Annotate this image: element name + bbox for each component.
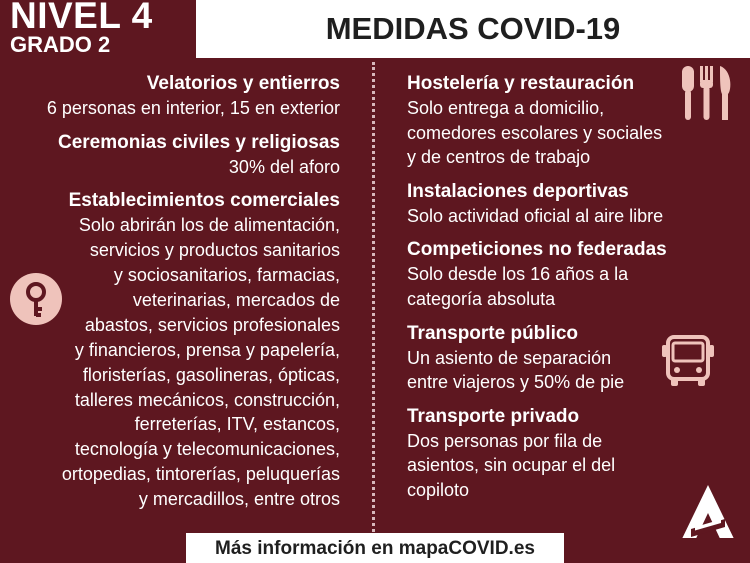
section-heading: Hostelería y restauración [407, 73, 635, 94]
section-line: entre viajeros y 50% de pie [407, 372, 625, 393]
level-label: NIVEL 4 [10, 0, 153, 36]
section-line: ortopedias, tintorerías, peluquerías [61, 464, 340, 485]
section-line: Solo abrirán los de alimentación, [78, 215, 340, 236]
section-line: comedores escolares y sociales [407, 122, 663, 143]
section-comercios [10, 189, 340, 512]
section-line: copiloto [407, 479, 470, 500]
section-line: categoría absoluta [407, 288, 556, 309]
section-line: ferreterías, ITV, estancos, [134, 414, 340, 435]
section-line: servicios y productos sanitarios [89, 240, 340, 261]
section-line: y mercadillos, entre otros [138, 489, 340, 510]
key-icon [9, 272, 63, 326]
section-line: asientos, sin ocupar el del [407, 455, 616, 476]
section-heading: Ceremonias civiles y religiosas [58, 131, 340, 153]
section-line: Solo desde los 16 años a la [407, 264, 629, 285]
cutlery-icon [676, 64, 738, 122]
section-velatorios [10, 72, 340, 121]
section-text: 30% del aforo [228, 156, 340, 177]
section-text: 6 personas en interior, 15 en exterior [46, 98, 340, 118]
section-line: Un asiento de separación [407, 347, 612, 368]
section-heading: Instalaciones deportivas [407, 180, 629, 202]
section-line: talleres mecánicos, construcción, [74, 389, 340, 410]
section-line: abastos, servicios profesionales [84, 314, 340, 335]
right-column [407, 72, 727, 513]
section-line: Solo actividad oficial al aire libre [407, 205, 664, 226]
section-line: y sociosanitarios, farmacias, [113, 265, 340, 285]
section-line: tecnología y telecomunicaciones, [74, 439, 340, 460]
section-line: Dos personas por fila de [407, 430, 603, 451]
column-divider [372, 62, 375, 538]
section-ceremonias [10, 131, 340, 180]
bus-icon [660, 333, 716, 389]
section-line: y financieros, prensa y papelería, [74, 339, 340, 360]
section-heading: Velatorios y entierros [146, 73, 340, 94]
section-line: floristerías, gasolineras, ópticas, [82, 364, 340, 385]
section-heading: Transporte privado [407, 405, 580, 427]
footer-link[interactable]: Más información en mapaCOVID.es [215, 538, 535, 559]
section-heading: Establecimientos comerciales [68, 190, 340, 212]
section-competiciones [407, 238, 727, 311]
section-deportivas [407, 180, 727, 229]
grade-label: GRADO 2 [10, 32, 111, 57]
section-heading: Competiciones no federadas [407, 239, 667, 261]
page-title: MEDIDAS COVID-19 [325, 11, 621, 46]
section-line: y de centros de trabajo [407, 147, 591, 168]
header [0, 0, 750, 58]
section-heading: Transporte público [407, 322, 579, 344]
section-line: Solo entrega a domicilio, [407, 98, 605, 118]
section-line: veterinarias, mercados de [132, 289, 340, 310]
